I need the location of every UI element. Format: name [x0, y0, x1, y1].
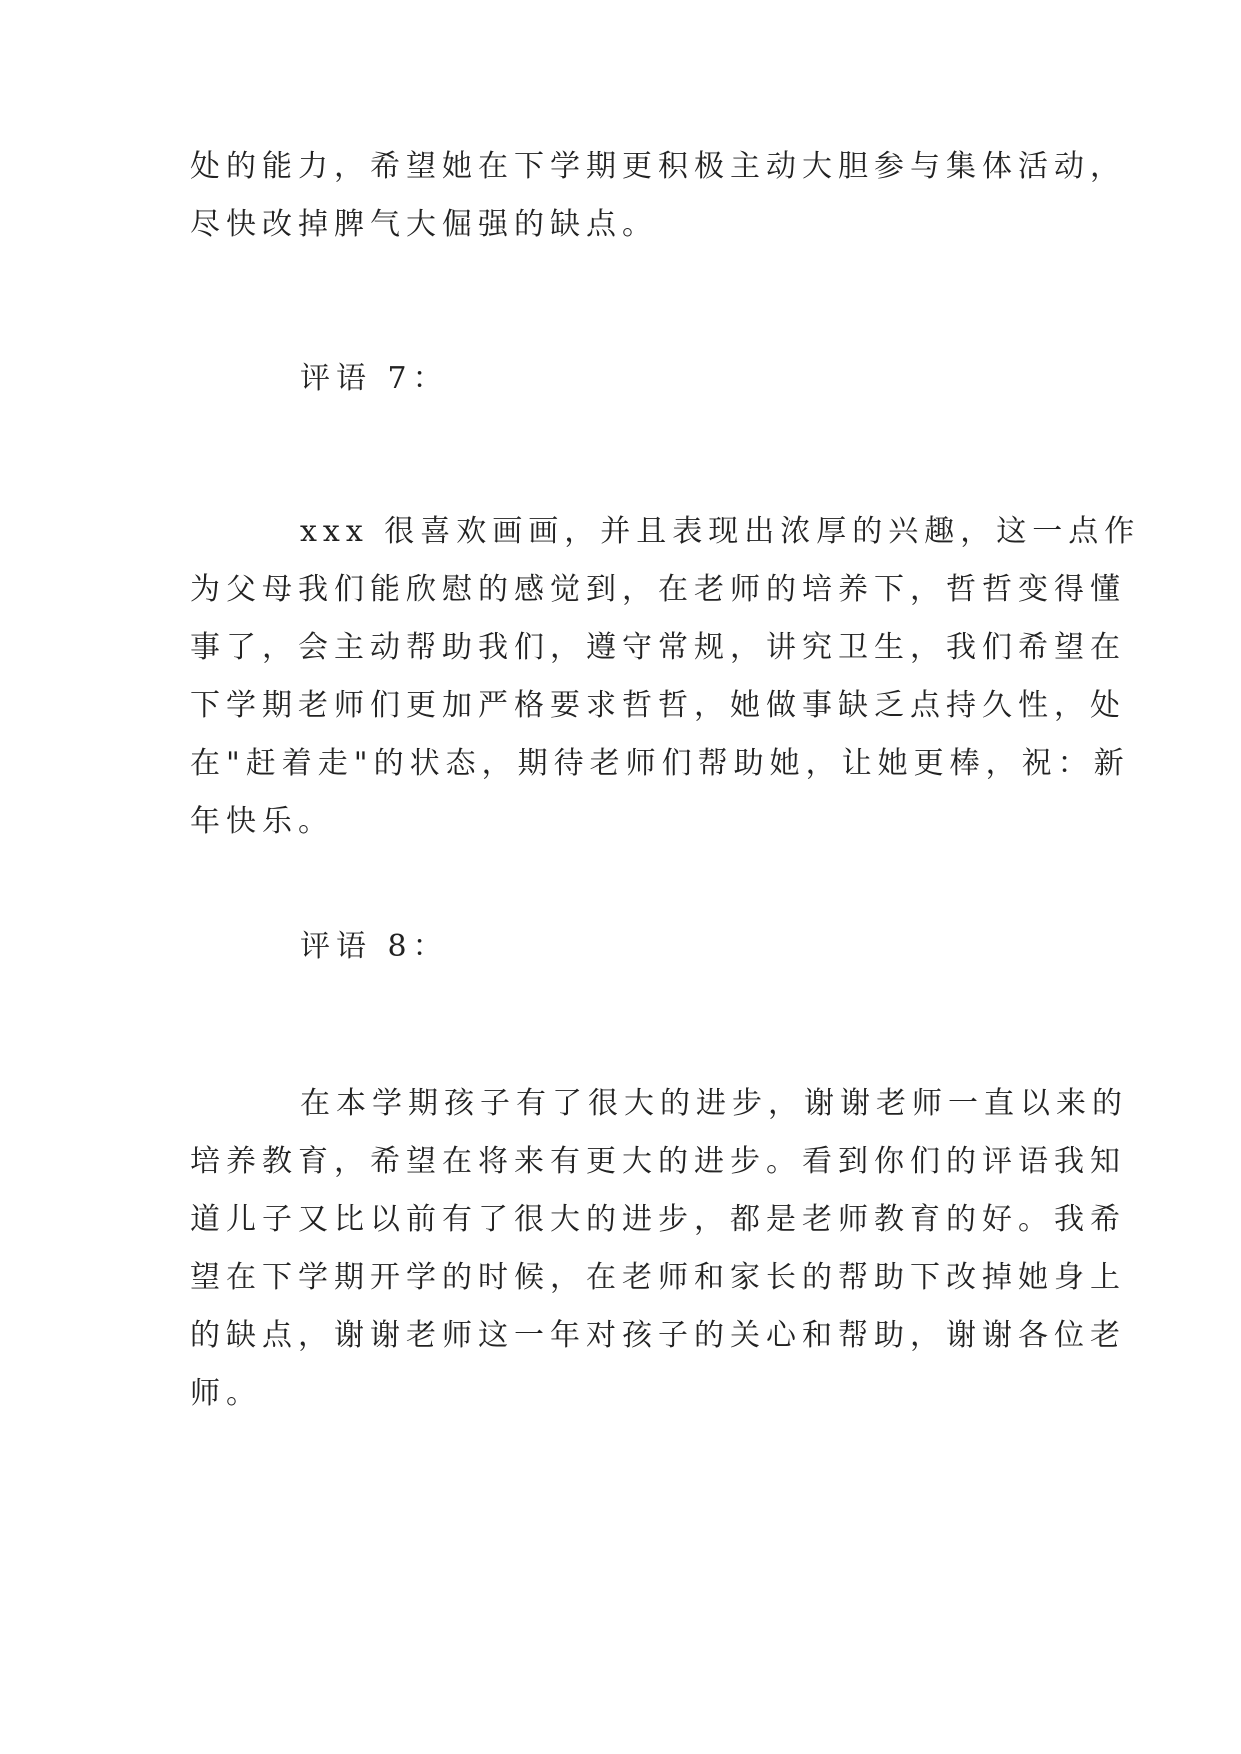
paragraph-line: 处的能力，希望她在下学期更积极主动大胆参与集体活动，: [190, 149, 1126, 184]
paragraph-line: 年快乐。: [190, 804, 334, 839]
paragraph-line: 在"赶着走"的状态，期待老师们帮助她，让她更棒，祝：新: [190, 746, 1130, 781]
comment-8-paragraph: [190, 1075, 1128, 1423]
paragraph-line: 的缺点，谢谢老师这一年对孩子的关心和帮助，谢谢各位老: [190, 1318, 1126, 1353]
comment-7-heading: 评语 7：: [300, 361, 449, 396]
paragraph-line: 为父母我们能欣慰的感觉到，在老师的培养下，哲哲变得懂: [190, 572, 1126, 607]
intro-paragraph: [190, 138, 1126, 254]
paragraph-line: xxx 很喜欢画画，并且表现出浓厚的兴趣，这一点作: [300, 514, 1141, 549]
paragraph-line: 在本学期孩子有了很大的进步，谢谢老师一直以来的: [300, 1086, 1128, 1121]
paragraph-line: 师。: [190, 1376, 262, 1411]
comment-8-heading: 评语 8：: [300, 929, 449, 964]
paragraph-line: 事了，会主动帮助我们，遵守常规，讲究卫生，我们希望在: [190, 630, 1126, 665]
paragraph-line: 下学期老师们更加严格要求哲哲，她做事缺乏点持久性，处: [190, 688, 1126, 723]
paragraph-line: 道儿子又比以前有了很大的进步，都是老师教育的好。我希: [190, 1202, 1126, 1237]
paragraph-line: 尽快改掉脾气大倔强的缺点。: [190, 207, 658, 242]
comment-7-paragraph: [190, 503, 1141, 851]
paragraph-line: 望在下学期开学的时候，在老师和家长的帮助下改掉她身上: [190, 1260, 1126, 1295]
paragraph-line: 培养教育，希望在将来有更大的进步。看到你们的评语我知: [190, 1144, 1126, 1179]
